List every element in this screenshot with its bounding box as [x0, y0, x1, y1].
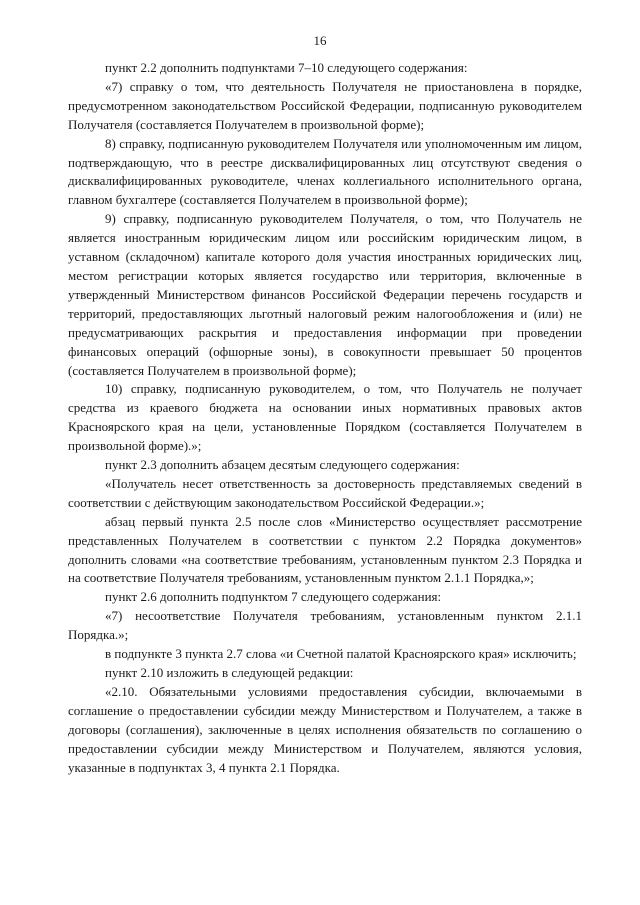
paragraph: «Получатель несет ответственность за достоверность представляемых сведений в соответствии с действующим законодательством Российской Федерации.»;: [68, 475, 582, 510]
paragraph: «2.10. Обязательными условиями предоставления субсидии, включаемыми в соглашение о предоставлении субсидии между Министерством и Получателем, а также в договоры (соглашения), заключенные в целях исполнения обязательств по соглашению о предоставлении субсидии между Министерством и Получателем, являются условия, указанные в подпунктах 3, 4 пункта 2.1 Порядка.: [68, 683, 582, 775]
paragraph: абзац первый пункта 2.5 после слов «Министерство осуществляет рассмотрение представленных Получателем в соответствии с пунктом 2.2 Порядка документов» дополнить словами «на соответствие требованиям, установленным пунктом 2.3 Порядка и на соответствие Получателя требованиям, установленным пунктом 2.1.1 Порядка,»;: [68, 513, 582, 586]
document-body: [68, 59, 582, 777]
paragraph: пункт 2.3 дополнить абзацем десятым следующего содержания:: [105, 457, 460, 473]
paragraph: в подпункте 3 пункта 2.7 слова «и Счетной палатой Красноярского края» исключить;: [105, 646, 577, 662]
paragraph: 9) справку, подписанную руководителем Получателя, о том, что Получатель не является иностранным юридическим лицом или российским юридическим лицом, в уставном (складочном) капитале которого доля участия иностранных юридических лиц, местом регистрации которых является государство или территория, включенные в утвержденный Министерством финансов Российской Федерации перечень государств и территорий, предоставляющих льготный налоговый режим налогообложения и (или) не предусматривающих раскрытия и предоставления информации при проведении финансовых операций (офшорные зоны), в совокупности превышает 50 процентов (составляется Получателем в произвольной форме);: [68, 211, 582, 378]
paragraph: «7) справку о том, что деятельность Получателя не приостановлена в порядке, предусмотренном законодательством Российской Федерации, подписанную руководителем Получателя (составляется Получателем в произвольной форме);: [68, 78, 582, 132]
paragraph: 8) справку, подписанную руководителем Получателя или уполномоченным им лицом, подтверждающую, что в реестре дисквалифицированных лиц отсутствуют сведения о дисквалифицированных руководителе, членах коллегиального исполнительного органа, главном бухгалтере (составляется Получателем в произвольной форме);: [68, 135, 582, 208]
paragraph: пункт 2.2 дополнить подпунктами 7–10 следующего содержания:: [105, 60, 468, 75]
paragraph: пункт 2.10 изложить в следующей редакции:: [105, 665, 354, 680]
paragraph: 10) справку, подписанную руководителем, о том, что Получатель не получает средства из краевого бюджета на основании иных нормативных правовых актов Красноярского края на цели, установленные Порядком (составляется Получателем в произвольной форме).»;: [68, 381, 582, 454]
page-number: 16: [313, 33, 327, 48]
paragraph: «7) несоответствие Получателя требованиям, установленным пунктом 2.1.1 Порядка.»;: [68, 608, 582, 643]
paragraph: пункт 2.6 дополнить подпунктом 7 следующего содержания:: [105, 589, 442, 605]
